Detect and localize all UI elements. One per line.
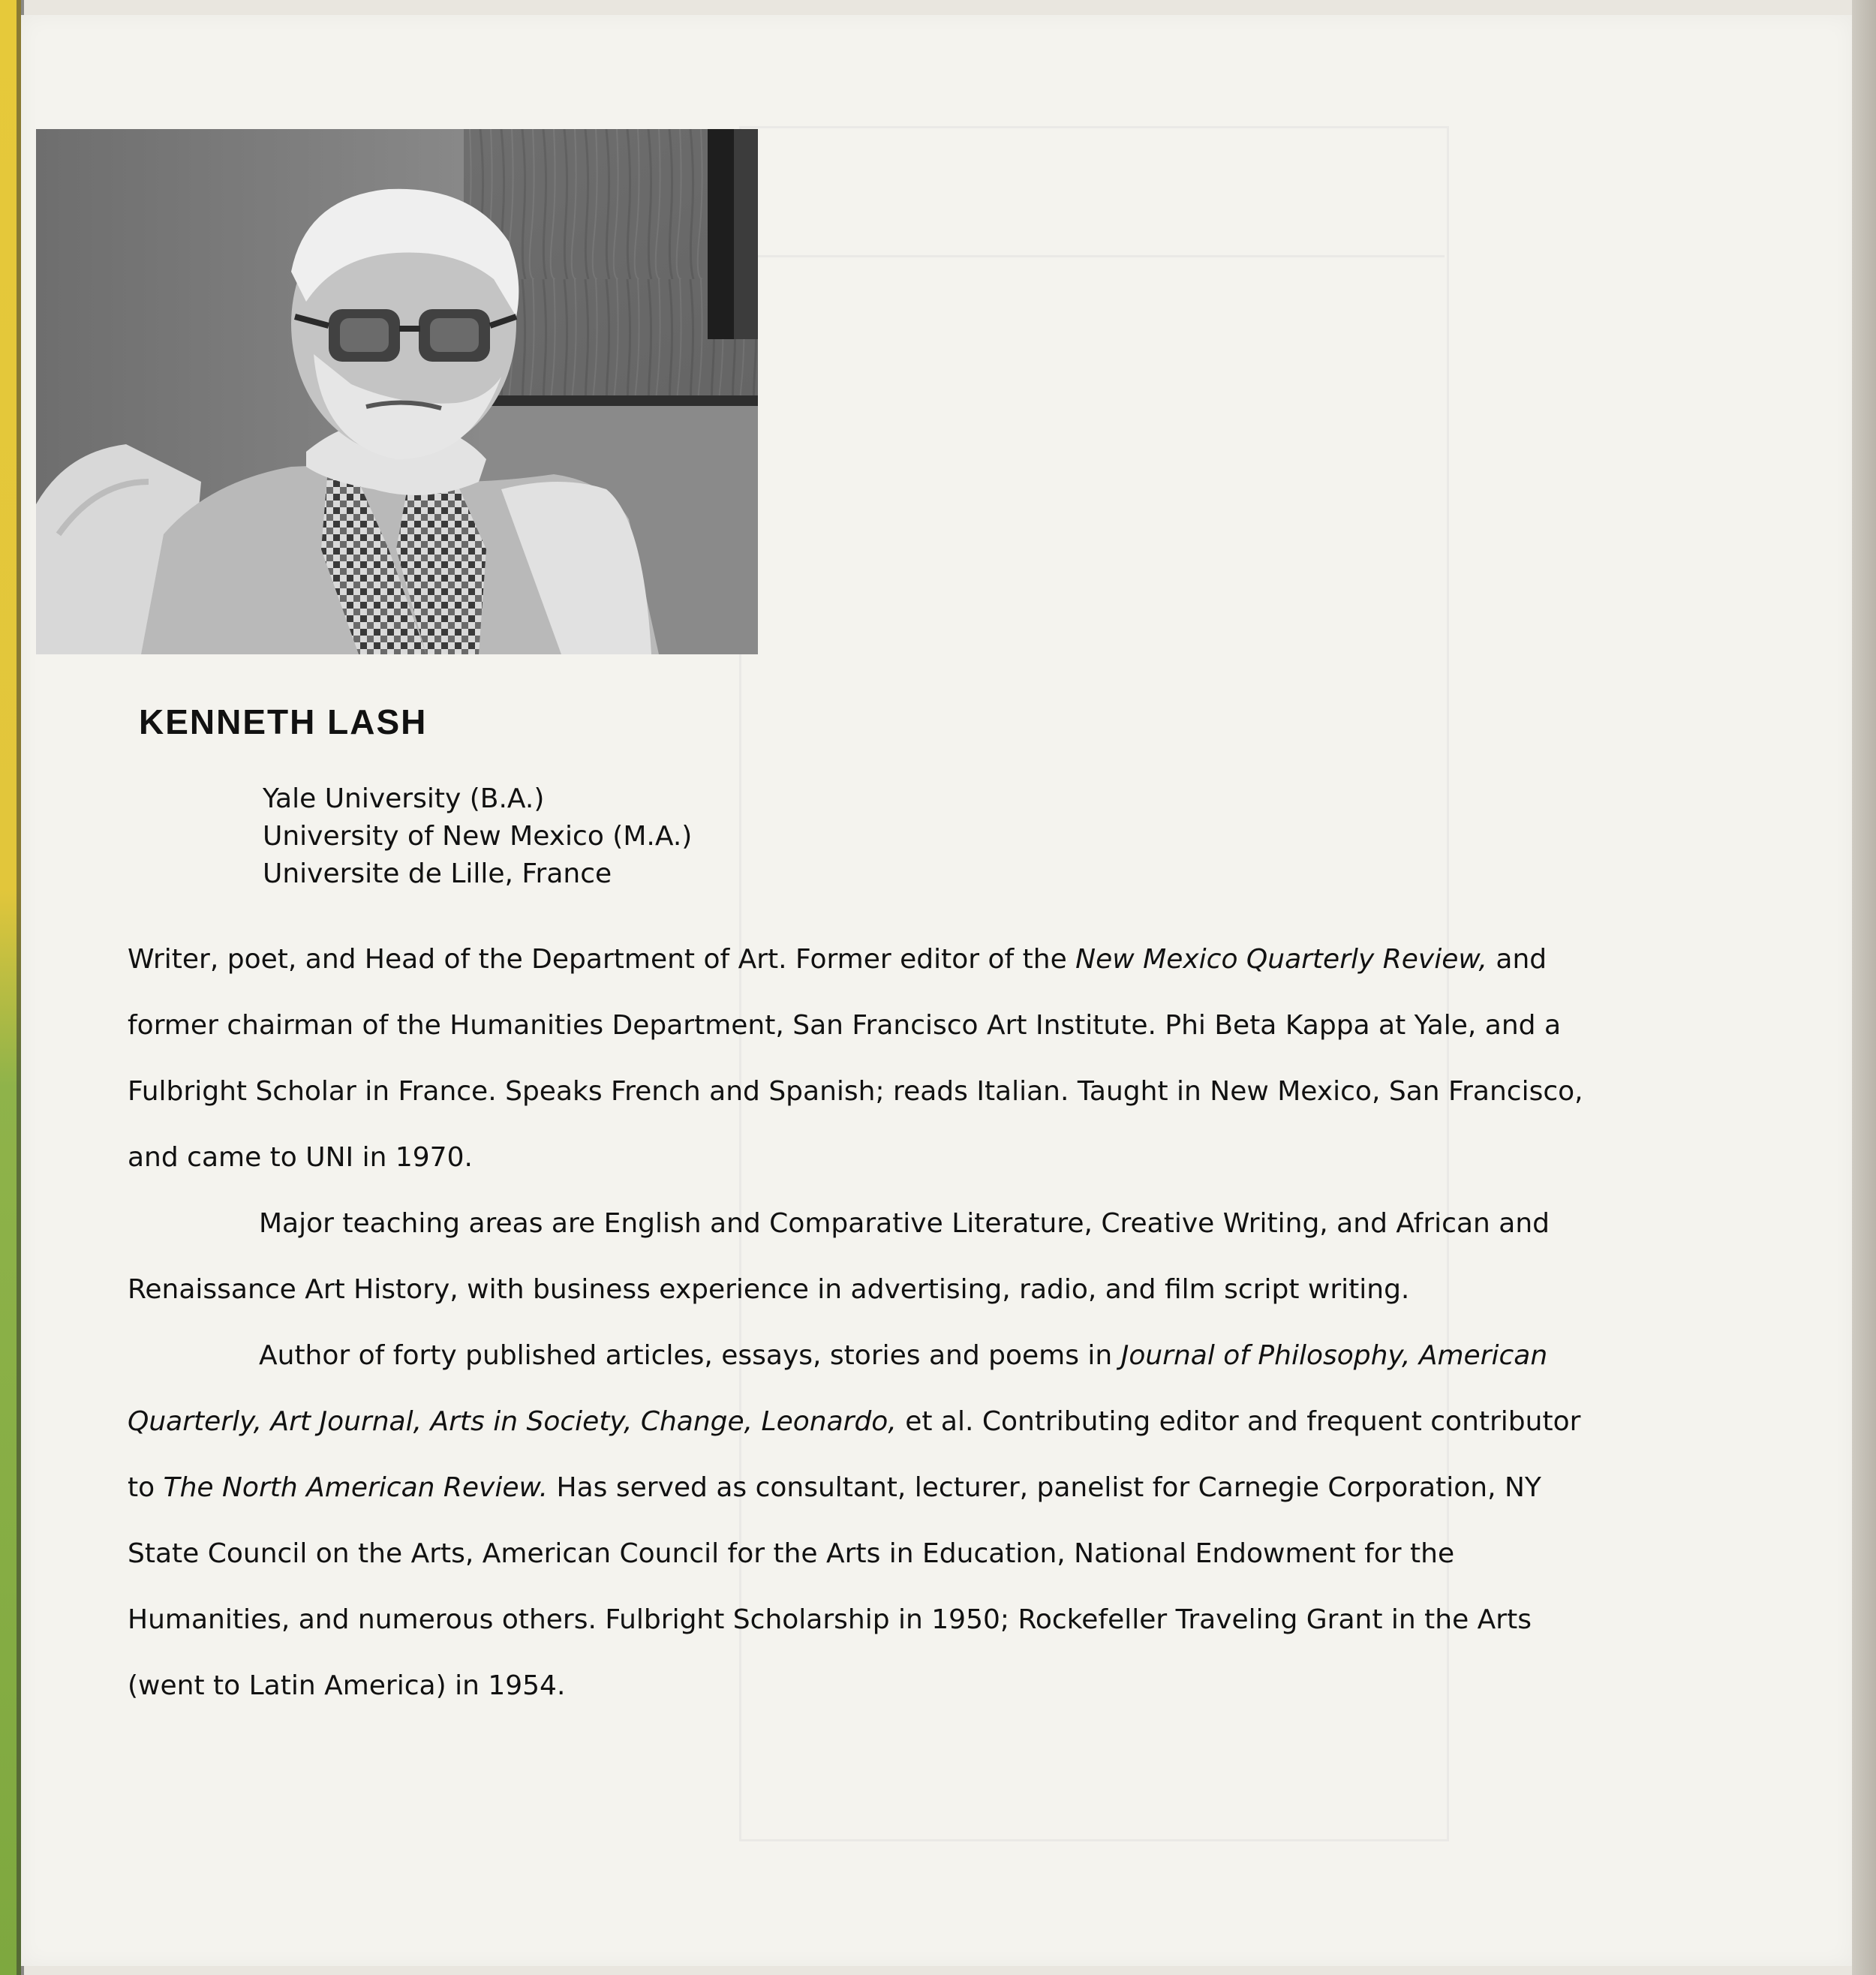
show-through-rule [739,255,1445,257]
publication-title: The North American Review. [163,1472,549,1503]
education-item: Universite de Lille, France [263,858,612,889]
bio-text: and former chairman of the Humanities Department, San Francisco Art Institute. Phi Beta Kappa at Yale, and a Fulbright Scholar in France. Speaks French and Spanish; reads Italian. Taught in New Mexico, San Francisco, and came to UNI in 1970. [128,944,1583,1173]
education-item: University of New Mexico (M.A.) [263,821,693,852]
portrait-photo [36,129,758,654]
bio-paragraph-1 [128,927,1587,1191]
publication-title: New Mexico Quarterly Review, [1075,944,1487,975]
bio-text: Author of forty published articles, essays, stories and poems in [259,1340,1121,1371]
education-list [263,780,692,893]
biography [128,927,1587,1719]
person-name: KENNETH LASH [139,702,428,741]
bio-paragraph-2: Major teaching areas are English and Comparative Literature, Creative Writing, and African and Renaissance Art History, with business experience in advertising, radio, and film script writing. [128,1208,1550,1305]
publication-titles: Journal of Philosophy, American Quarterly, Art Journal, Arts in Society, Change, Leonardo, [128,1340,1548,1437]
page-edge [1852,0,1876,1975]
education-item: Yale University (B.A.) [263,783,545,814]
bio-text: et al. Contributing editor and frequent contributor to [128,1406,1581,1503]
bio-text: Has served as consultant, lecturer, panelist for Carnegie Corporation, NY State Council on the Arts, American Council for the Arts in Education, National Endowment for the Humanities, and numerous others. Fulbright Scholarship in 1950; Rockefeller Traveling Grant in the Arts (went to Latin America) in 1954. [128,1472,1541,1701]
bio-text: Writer, poet, and Head of the Department of Art. Former editor of the [128,944,1076,975]
bio-paragraph-3 [128,1323,1587,1719]
